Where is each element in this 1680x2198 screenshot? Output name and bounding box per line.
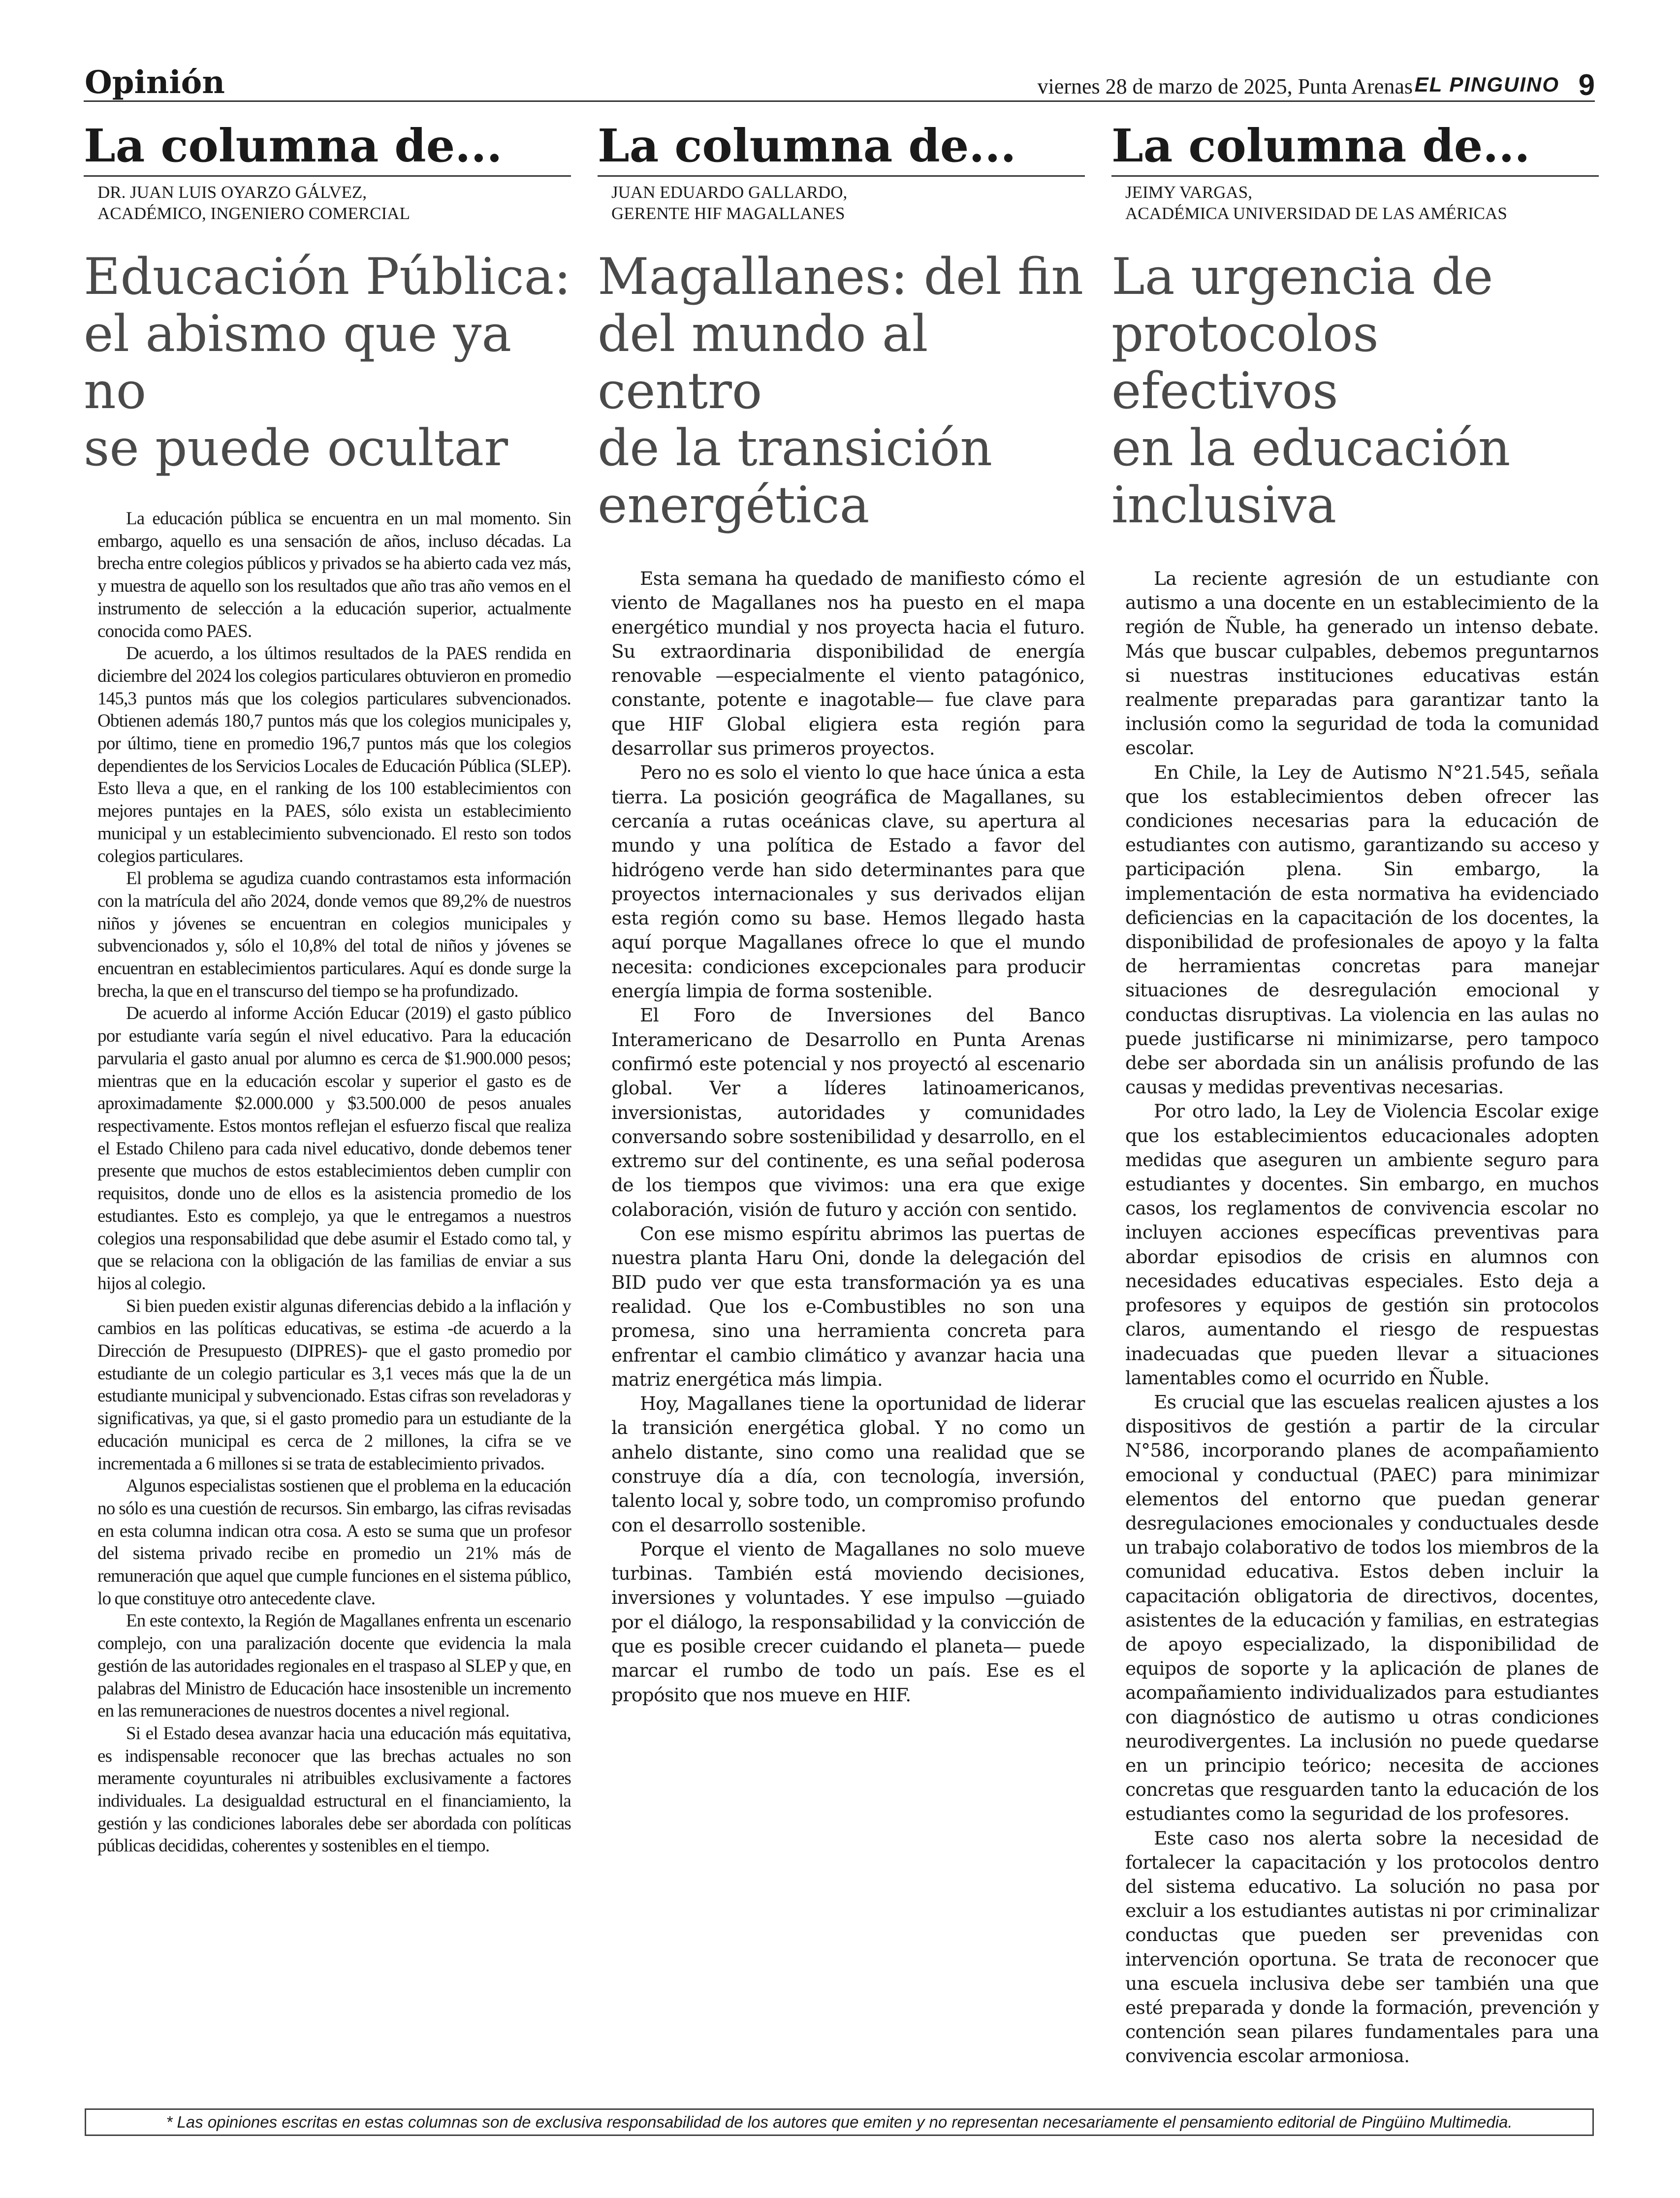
opinion-column-3 [1111,119,1599,2069]
author-byline [611,182,1085,224]
article-headline: Magallanes: del fin del mundo al centro de la transición energética [598,248,1084,535]
page-header [84,61,1595,102]
article-headline: La urgencia de protocolos efectivos en la educación inclusiva [1111,248,1511,535]
author-byline [97,182,571,224]
article-body [611,567,1085,1707]
disclaimer-note: * Las opiniones escritas en estas columnas son de exclusiva responsabilidad de los autores que emiten y no representan necesariamente el pensamiento editorial de Pingüino Multimedia. [85,2108,1594,2136]
author-byline [1125,182,1599,224]
paragraph: Si el Estado desea avanzar hacia una educación más equitativa, es indispensable reconocer que las brechas actuales no son meramente coyunturales ni atribuibles exclusivamente a factores individuales. La desigualdad estructural en el financiamiento, la gestión y las condiciones laborales debe ser abordada con políticas públicas decididas, coherentes y sostenibles en el tiempo. [97,1723,571,1856]
article-body [97,508,571,1857]
paragraph: En este contexto, la Región de Magallanes enfrenta un escenario complejo, con una paralización docente que evidencia la mala gestión de las autoridades regionales en el traspaso al SLEP y que, en palabras del Ministro de Educación hace insostenible un incremento en las remuneraciones de nuestros docentes a nivel regional. [97,1611,571,1721]
section-name: Opinión [85,64,225,101]
paragraph: Este caso nos alerta sobre la necesidad de fortalecer la capacitación y los protocolos dentro del sistema educativo. La solución no pasa por excluir a los estudiantes autistas ni por criminalizar conductas que pueden ser prevenidas con intervención oportuna. Se trata de reconocer que una escuela inclusiva debe ser también una que esté preparada y donde la formación, prevención y contención sean pilares fundamentales para una convivencia escolar armoniosa. [1125,1827,1599,2067]
column-kicker: La columna de... [1111,123,1599,177]
article-body [1125,567,1599,2069]
paragraph: Si bien pueden existir algunas diferencias debido a la inflación y cambios en las políticas educativas, se estima -de acuerdo a la Dirección de Presupuesto (DIPRES)- que el gasto promedio por estudiante de un colegio particular es 3,1 veces más que la de un estudiante municipal y subvencionado. Estas cifras son reveladoras y significativas, ya que, si el gasto promedio para un estudiante de la educación municipal es cerca de 2 millones, la cifra se ve incrementada a 6 millones si se trata de establecimiento privados. [97,1296,571,1474]
author-title: ACADÉMICO, INGENIERO COMERCIAL [97,204,410,223]
article-headline: Educación Pública: el abismo que ya no se puede ocultar [84,248,571,478]
newspaper-masthead: EL PINGUINO [1414,73,1559,96]
paragraph: Con ese mismo espíritu abrimos las puertas de nuestra planta Haru Oni, donde la delegación del BID pudo ver que esta transformación ya es una realidad. Que los e-Combustibles no son una promesa, sino una herramienta concreta para enfrentar el cambio climático y avanzar hacia una matriz energética más limpia. [611,1223,1085,1390]
paragraph: Hoy, Magallanes tiene la oportunidad de liderar la transición energética global. Y no como un anhelo distante, sino como una realidad que se construye día a día, con tecnología, inversión, talento local y, sobre todo, un compromiso profundo con el desarrollo sostenible. [611,1393,1085,1536]
author-title: ACADÉMICA UNIVERSIDAD DE LAS AMÉRICAS [1125,204,1507,223]
paragraph: Esta semana ha quedado de manifiesto cómo el viento de Magallanes nos ha puesto en el mapa energético mundial y nos proyecta hacia el futuro. Su extraordinaria disponibilidad de energía renovable —especialmente el viento patagónico, constante, potente e inagotable— fue clave para que HIF Global eligiera esta región para desarrollar sus primeros proyectos. [611,568,1085,760]
column-kicker: La columna de... [598,123,1085,177]
paragraph: De acuerdo, a los últimos resultados de la PAES rendida en diciembre del 2024 los colegios particulares obtuvieron en promedio 145,3 puntos más que los colegios particulares subvencionados. Obtienen además 180,7 puntos más que los colegios municipales y, por último, tiene en promedio 196,7 puntos más que los colegios dependientes de los Servicios Locales de Educación Pública (SLEP). Esto lleva a que, en el ranking de los 100 establecimientos con mejores puntajes en la PAES, sólo exista un establecimiento municipal y un establecimiento subvencionado. El resto son todos colegios particulares. [97,643,571,866]
opinion-column-1 [84,119,571,1857]
paragraph: Es crucial que las escuelas realicen ajustes a los dispositivos de gestión a partir de la circular N°586, incorporando planes de acompañamiento emocional y conductual (PAEC) para minimizar elementos del entorno que puedan generar desregulaciones emocionales y conductuales desde un trabajo colaborativo de todos los miembros de la comunidad educativa. Estos deben incluir la capacitación obligatoria de directivos, docentes, asistentes de la educación y familias, en estrategias de apoyo especializado, la disponibilidad de equipos de soporte y la aplicación de planes de acompañamiento individualizados para estudiantes con diagnóstico de autismo u otras condiciones neurodivergentes. La inclusión no puede quedarse en un principio teórico; necesita de acciones concretas que resguarden tanto la educación de los estudiantes como la seguridad de los profesores. [1125,1391,1599,1825]
paragraph: Pero no es solo el viento lo que hace única a esta tierra. La posición geográfica de Magallanes, su cercanía a rutas oceánicas clave, su apertura al mundo y una política de Estado a favor del hidrógeno verde han sido determinantes para que proyectos internacionales y sus derivados elijan esta región como su base. Hemos llegado hasta aquí porque Magallanes ofrece lo que el mundo necesita: condiciones excepcionales para producir energía limpia de forma sostenible. [611,762,1085,1002]
paragraph: Por otro lado, la Ley de Violencia Escolar exige que los establecimientos educacionales adopten medidas que aseguren un ambiente seguro para estudiantes y docentes. Sin embargo, en muchos casos, los reglamentos de convivencia escolar no incluyen acciones específicas preventivas para abordar episodios de crisis en alumnos con necesidades educativas especiales. Esto deja a profesores y equipos de gestión sin protocolos claros, aumentando el riesgo de respuestas inadecuadas que pueden llevar a situaciones lamentables como el ocurrido en Ñuble. [1125,1100,1599,1389]
column-kicker: La columna de... [84,123,571,177]
author-name: JEIMY VARGAS, [1125,183,1253,202]
author-name: DR. JUAN LUIS OYARZO GÁLVEZ, [97,183,367,202]
paragraph: Porque el viento de Magallanes no solo mueve turbinas. También está moviendo decisiones, inversiones y voluntades. Y ese impulso —guiado por el diálogo, la responsabilidad y la convicción de que es posible crecer cuidando el planeta— puede marcar el rumbo de todo un país. Ese es el propósito que nos mueve en HIF. [611,1538,1085,1706]
paragraph: De acuerdo al informe Acción Educar (2019) el gasto público por estudiante varía según el nivel educativo. Para la educación parvularia el gasto anual por alumno es cerca de $1.900.000 pesos; mientras que en la educación escolar y superior el gasto es de aproximadamente $2.000.000 y $3.500.000 de pesos anuales respectivamente. Estos montos reflejan el esfuerzo fiscal que realiza el Estado Chileno para cada nivel educativo, donde debemos tener presente que muchos de estos establecimientos deben cumplir con requisitos, donde uno de ellos es la asistencia promedio de los estudiantes. Esto es complejo, ya que le entregamos a nuestros colegios una responsabilidad que debe asumir el Estado como tal, y que se relaciona con la obligación de las familias de enviar a sus hijos al colegio. [97,1003,571,1294]
page-number: 9 [1578,68,1595,101]
paragraph: El Foro de Inversiones del Banco Interamericano de Desarrollo en Punta Arenas confirmó este potencial y nos proyectó al escenario global. Ver a líderes latinoamericanos, inversionistas, autoridades y comunidades conversando sobre sostenibilidad y desarrollo, en el extremo sur del continente, es una señal poderosa de los tiempos que vivimos: una era que exige colaboración, visión de futuro y acción con sentido. [611,1004,1085,1220]
paragraph: En Chile, la Ley de Autismo N°21.545, señala que los establecimientos deben ofrecer las condiciones necesarias para la educación de estudiantes con autismo, garantizando su acceso y participación plena. Sin embargo, la implementación de esta normativa ha evidenciado deficiencias en la capacitación de los docentes, la disponibilidad de profesionales de apoyo y la falta de herramientas concretas para manejar situaciones de desregulación emocional y conductas disruptivas. La violencia en las aulas no puede justificarse ni minimizarse, pero tampoco debe ser abordada sin un análisis profundo de las causas y medidas preventivas necesarias. [1125,761,1599,1098]
author-name: JUAN EDUARDO GALLARDO, [611,183,848,202]
paragraph: El problema se agudiza cuando contrastamos esta información con la matrícula del año 2024, donde vemos que 89,2% de nuestros niños y jóvenes se encuentran en colegios municipales y subvencionados y, sólo el 10,8% del total de niños y jóvenes se encuentran en establecimientos particulares. Aquí es donde surge la brecha, la que en el transcurso del tiempo se ha profundizado. [97,868,571,1001]
date-line: viernes 28 de marzo de 2025, Punta Arenas [1037,74,1413,98]
author-title: GERENTE HIF MAGALLANES [611,204,845,223]
paragraph: La reciente agresión de un estudiante con autismo a una docente en un establecimiento de la región de Ñuble, ha generado un intenso debate. Más que buscar culpables, debemos preguntarnos si nuestras instituciones educativas están realmente preparadas para garantizar tanto la inclusión como la seguridad de toda la comunidad escolar. [1125,568,1599,759]
opinion-column-2 [598,119,1085,1707]
paragraph: Algunos especialistas sostienen que el problema en la educación no sólo es una cuestión de recursos. Sin embargo, las cifras revisadas en esta columna indican otra cosa. A esto se suma que un profesor del sistema privado recibe en promedio un 21% más de remuneración que aquel que cumple funciones en el sistema público, lo que constituye otro antecedente clave. [97,1476,571,1609]
paragraph: La educación pública se encuentra en un mal momento. Sin embargo, aquello es una sensación de años, incluso décadas. La brecha entre colegios públicos y privados se ha abierto cada vez más, y muestra de aquello son los resultados que año tras año vemos en el instrumento de selección a la educación superior, actualmente conocida como PAES. [97,509,571,641]
